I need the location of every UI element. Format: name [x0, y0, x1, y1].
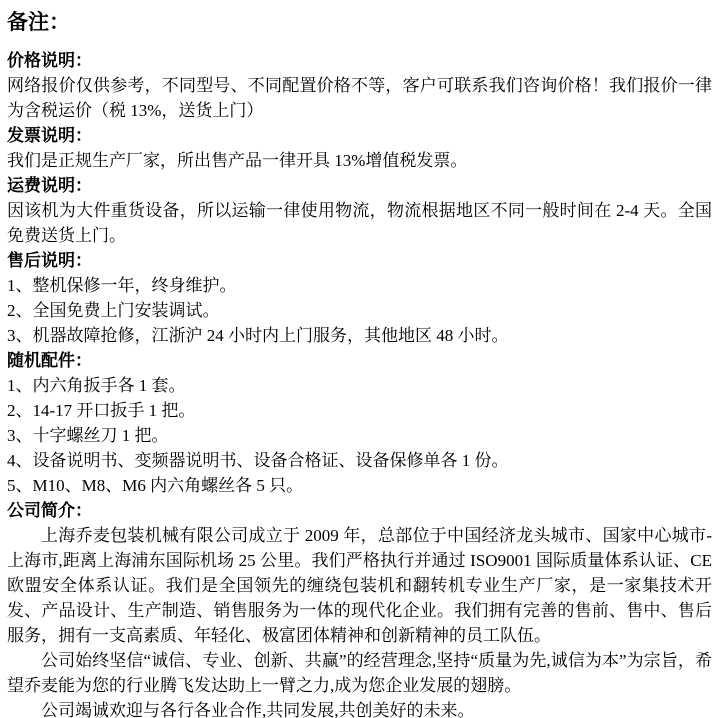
shipping-heading: 运费说明：: [7, 176, 92, 195]
shipping-paragraph: 因该机为大件重货设备，所以运输一律使用物流，物流根据地区不同一般时间在 2-4 天。全国免费送货上门。: [7, 201, 712, 245]
aftersales-heading: 售后说明：: [7, 251, 92, 270]
accessories-item-4: 4、设备说明书、变频器说明书、设备合格证、设备保修单各 1 份。: [7, 451, 509, 470]
aftersales-item-3: 3、机器故障抢修，江浙沪 24 小时内上门服务，其他地区 48 小时。: [7, 326, 509, 345]
section-accessories: [7, 348, 712, 498]
accessories-heading: 随机配件：: [7, 351, 92, 370]
doc-title: 备注：: [7, 10, 70, 34]
aftersales-item-2: 2、全国免费上门安装调试。: [7, 301, 220, 320]
accessories-item-3: 3、十字螺丝刀 1 把。: [7, 426, 169, 445]
section-aftersales: [7, 248, 712, 348]
company-paragraph-2: 公司始终坚信“诚信、专业、创新、共赢”的经营理念,坚持“质量为先,诚信为本”为宗旨，希望乔麦能为您的行业腾飞发达助上一臂之力,成为您企业发展的翅膀。: [7, 651, 712, 695]
company-paragraph-3: 公司竭诚欢迎与各行各业合作,共同发展,共创美好的未来。: [41, 701, 475, 718]
accessories-item-2: 2、14-17 开口扳手 1 把。: [7, 401, 196, 420]
section-company: [7, 498, 712, 718]
aftersales-item-1: 1、整机保修一年，终身维护。: [7, 276, 237, 295]
invoice-paragraph: 我们是正规生产厂家，所出售产品一律开具 13%增值税发票。: [7, 151, 468, 170]
price-paragraph: 网络报价仅供参考，不同型号、不同配置价格不等，客户可联系我们咨询价格！我们报价一律为含税运价（税 13%，送货上门）: [7, 76, 712, 120]
company-paragraph-1: 上海乔麦包装机械有限公司成立于 2009 年，总部位于中国经济龙头城市、国家中心城市-上海市,距离上海浦东国际机场 25 公里。我们严格执行并通过 ISO9001 国际质量体系认证、CE 欧盟安全体系认证。我们是全国领先的缠绕包装机和翻转机专业生产厂家，是一家集技术开发、产品设计、生产制造、销售服务为一体的现代化企业。我们拥有完善的售前、售中、售后服务，拥有一支高素质、年轻化、极富团体精神和创新精神的员工队伍。: [7, 526, 712, 645]
company-heading: 公司简介：: [7, 501, 92, 520]
accessories-item-5: 5、M10、M8、M6 内六角螺丝各 5 只。: [7, 476, 304, 495]
price-heading: 价格说明：: [7, 51, 92, 70]
section-invoice: [7, 123, 712, 173]
section-price: [7, 48, 712, 123]
accessories-item-1: 1、内六角扳手各 1 套。: [7, 376, 186, 395]
invoice-heading: 发票说明：: [7, 126, 92, 145]
section-shipping: [7, 173, 712, 248]
